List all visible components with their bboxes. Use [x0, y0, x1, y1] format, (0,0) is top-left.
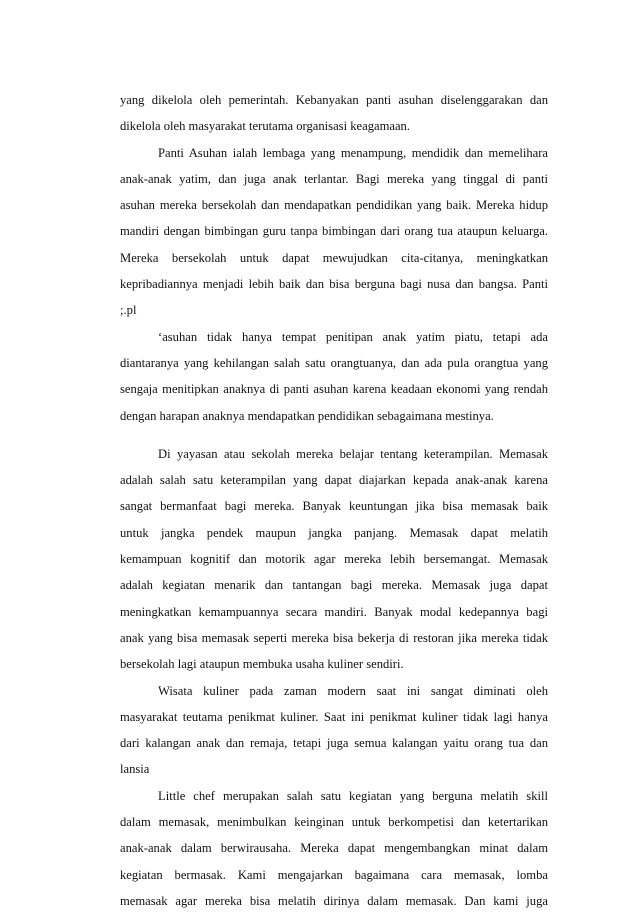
text-line: diantaranya yang kehilangan salah satu orangtuanya, dan ada pula orangtua yang — [120, 355, 548, 370]
text-line: Panti Asuhan ialah lembaga yang menampung, mendidik dan memelihara — [158, 145, 548, 160]
document-body — [120, 87, 548, 914]
text-line: kepribadiannya menjadi lebih baik dan bisa berguna bagi nusa dan bangsa. Panti — [120, 277, 548, 292]
text-line: Little chef merupakan salah satu kegiatan yang berguna melatih skill — [158, 788, 548, 803]
text-line: Wisata kuliner pada zaman modern saat ini sangat diminati oleh — [158, 683, 548, 698]
text-line: dikelola oleh masyarakat terutama organisasi keagamaan. — [120, 119, 411, 134]
text-line: dari kalangan anak dan remaja, tetapi juga semua kalangan yaitu orang tua dan — [120, 736, 548, 751]
text-line: dengan harapan anaknya mendapatkan pendidikan sebagaimana mestinya. — [120, 408, 494, 423]
text-line: Mereka bersekolah untuk dapat mewujudkan cita-citanya, meningkatkan — [120, 250, 548, 265]
text-line: ;.pl — [120, 303, 137, 318]
text-line: anak-anak dalam berwirausaha. Mereka dapat mengembangkan minat dalam — [120, 841, 548, 856]
text-line: bersekolah lagi ataupun membuka usaha kuliner sendiri. — [120, 657, 404, 672]
text-line: adalah salah satu keterampilan yang dapat diajarkan kepada anak-anak karena — [120, 473, 548, 488]
text-line: sangat bermanfaat bagi mereka. Banyak keuntungan jika bisa memasak baik — [120, 499, 548, 514]
paragraph — [120, 87, 548, 140]
text-line: meningkatkan kemampuannya secara mandiri. Banyak modal kedepannya bagi — [120, 604, 548, 619]
paragraph — [120, 678, 548, 783]
paragraph — [120, 140, 548, 324]
text-line: yang dikelola oleh pemerintah. Kebanyakan panti asuhan diselenggarakan dan — [120, 93, 548, 107]
text-line: anak-anak yatim, dan juga anak terlantar. Bagi mereka yang tinggal di panti — [120, 171, 548, 186]
text-line: mandiri dengan bimbingan guru tanpa bimbingan dari orang tua ataupun keluarga. — [120, 224, 548, 239]
text-line: lansia — [120, 762, 150, 777]
paragraph-gap — [120, 429, 548, 441]
text-line: masyarakat teutama penikmat kuliner. Saat ini penikmat kuliner tidak lagi hanya — [120, 709, 548, 724]
text-line: kegiatan bermasak. Kami mengajarkan bagaimana cara memasak, lomba — [120, 867, 548, 882]
paragraph — [120, 783, 548, 914]
text-line: sengaja menitipkan anaknya di panti asuhan karena keadaan ekonomi yang rendah — [120, 382, 548, 397]
text-line: memasak agar mereka bisa melatih dirinya dalam memasak. Dan kami juga — [120, 893, 548, 908]
text-line: kemampuan kognitif dan motorik agar mereka lebih bersemangat. Memasak — [120, 552, 548, 567]
text-line: ‘asuhan tidak hanya tempat penitipan anak yatim piatu, tetapi ada — [158, 329, 548, 344]
paragraph — [120, 324, 548, 429]
text-line: asuhan mereka bersekolah dan mendapatkan pendidikan yang baik. Mereka hidup — [120, 198, 548, 213]
text-line: Di yayasan atau sekolah mereka belajar tentang keterampilan. Memasak — [158, 446, 548, 461]
text-line: adalah kegiatan menarik dan tantangan bagi mereka. Memasak juga dapat — [120, 578, 548, 593]
paragraph — [120, 441, 548, 678]
text-line: untuk jangka pendek maupun jangka panjang. Memasak dapat melatih — [120, 525, 548, 540]
text-line: dalam memasak, menimbulkan keinginan untuk berkompetisi dan ketertarikan — [120, 815, 548, 830]
text-line: anak yang bisa memasak seperti mereka bisa bekerja di restoran jika mereka tidak — [120, 630, 548, 645]
